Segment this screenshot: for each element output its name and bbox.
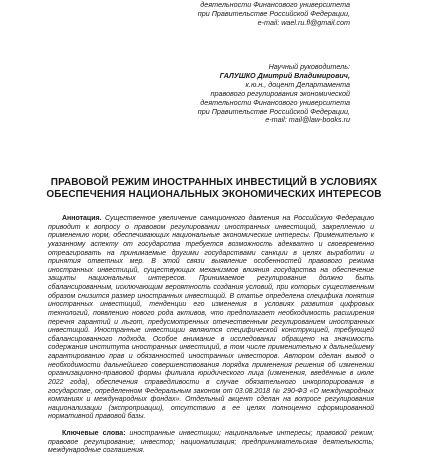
keywords-label: Ключевые слова: (62, 430, 126, 437)
title-line: ОБЕСПЕЧЕНИЯ НАЦИОНАЛЬНЫХ ЭКОНОМИЧЕСКИХ ИНТЕРЕСОВ (46, 189, 382, 200)
article-body (48, 215, 374, 456)
keywords-text: иностранные инвестиции; национальные интересы; правовой режим; правовое регулирование; инвестор; национализация; предпринимательская деятельность; международные соглашения. (48, 430, 374, 455)
abstract-paragraph (48, 215, 374, 422)
advisor-line: деятельности Финансового университета (200, 97, 350, 107)
advisor-line: при Правительстве Российской Федерации, (197, 106, 350, 116)
abstract-text: Существенное увеличение санкционного давления на Российскую Федерацию приводит к вопросу о правовом регулировании иностранных инвестиций, закреплению и применению норм, обеспечивающих национальные экономические интересы. Применительно к указанному аспекту от государства требуется возможность адекватно и своевременно отреагировать на принимаемые другими государствами санкции в целях выработки и принятия ответных мер. В этой связи выявление особенностей правового режима иностранных инвестиций, существующих механизмов влияния государства на обеспечение защиты национальных интересов. Принимаемое регулирование должно быть сбалансированным, исключающим вероятность создания условий, при которых существенным образом снизится размер иностранных инвестиций. В статье определена специфика понятия иностранных инвестиций, тенденции его изменения в условиях развития цифровых технологий, появлению нового рода активов, что предполагает необходимость расширения перечня гарантий и льгот, предусмотренных отечественным регулированием иностранных инвестиций. Иностранные инвестиции являются специфической конструкцией, требующей сбалансированного подхода. Особое внимание в исследовании обращено на значимость содержания института иностранных инвестиций, в том числе применительно к дальнейшему гарантированию прав и обязанностей иностранных инвесторов. Автором сделан вывод о необходимости дальнейшего совершенствования порядка применения решения об изменении организационно-правовой формы филиала юридического лица (изменения, введённые в июле 2022 года), обеспечения справедливости в случае обязательного инкорпорирования в государстве, определенном Федеральным законом от 03.08.2018 № 290-ФЗ «О международных компаниях и международных фондах». Отдельный акцент сделан на вопросе регулирования национализации (экспроприации), отсутствию в ее целях полноценно сформированной нормативной правовой базы. (48, 215, 374, 421)
title-line: ПРАВОВОЙ РЕЖИМ ИНОСТРАННЫХ ИНВЕСТИЦИЙ В УСЛОВИЯХ (50, 177, 378, 188)
advisor-label: Научный руководитель: (268, 62, 350, 71)
article-title (0, 177, 428, 201)
advisor-email: e-mail: mail@law-books.ru (265, 115, 350, 125)
advisor-line: к.ю.н., доцент Департамента (245, 79, 350, 89)
abstract-label: Аннотация. (62, 215, 102, 222)
keywords-paragraph (48, 430, 374, 456)
affiliation-line: деятельности Финансового университета (200, 0, 350, 9)
author-affiliation-block (0, 0, 428, 27)
advisor-block (0, 63, 428, 125)
author-email: e-mail: wael.ru.fl@gmail.com (257, 18, 350, 27)
advisor-name: ГАЛУШКО Дмитрий Владимирович, (219, 70, 350, 80)
advisor-line: правового регулирования экономической (210, 88, 350, 98)
affiliation-line: при Правительстве Российской Федерации, (197, 9, 350, 18)
